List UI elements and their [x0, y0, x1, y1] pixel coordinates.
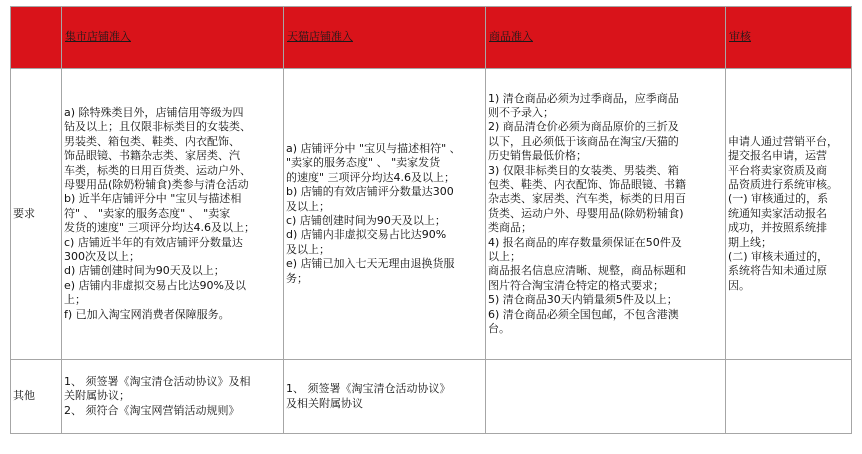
text-line: 上； [64, 293, 86, 307]
requirements-label: 要求 [11, 69, 62, 360]
other-market-shop [62, 360, 284, 434]
text-line: 杂志类、家居类、汽车类，标类的日用百 [488, 192, 686, 206]
text-line: e) 店铺内非虚拟交易占比达90%及以 [64, 278, 247, 292]
header-tmall-shop: 天猫店铺准入 [284, 7, 486, 69]
text-line: 包类、鞋类、内衣配饰、饰品眼镜、书籍 [488, 177, 686, 191]
text-line: 300次及以上； [64, 250, 140, 264]
text-line: 及相关附属协议 [286, 396, 363, 410]
text-line: d) 店铺创建时间为90天及以上； [64, 264, 225, 278]
text-line: f) 已加入淘宝网消费者保障服务。 [64, 307, 230, 321]
text-line: 货类、运动户外、母婴用品(除奶粉辅食) [488, 206, 684, 220]
text-line: 发货的速度" 三项评分均达4.6及以上； [64, 221, 256, 235]
text-line: 提交报名申请，运营 [728, 149, 827, 163]
text-line: 因。 [728, 278, 750, 292]
requirements-product [486, 69, 726, 360]
text-line: 期上线； [728, 235, 772, 249]
text-line: 及以上； [286, 242, 330, 256]
text-line: 饰品眼镜、书籍杂志类、家居类、汽 [64, 149, 240, 163]
requirements-row [11, 69, 852, 360]
text-line: 6) 清仓商品必须全国包邮，不包含港澳 [488, 307, 679, 321]
text-line: 2、 须符合《淘宝网营销活动规则》 [64, 403, 240, 417]
text-line: "卖家的服务态度" 、 "卖家发货 [286, 156, 441, 170]
header-product: 商品准入 [486, 7, 726, 69]
text-line: 成功，并按照系统排 [728, 221, 827, 235]
text-line: b) 店铺的有效店铺评分数量达300 [286, 185, 454, 199]
text-line: 平台将卖家资质及商 [728, 163, 827, 177]
header-row [11, 7, 852, 69]
text-line: 历史销售最低价格； [488, 149, 587, 163]
text-line: 类商品； [488, 221, 532, 235]
text-line: (一) 审核通过的，系 [728, 192, 829, 206]
text-line: 钻及以上；且仅限非标类目的女装类、 [64, 120, 251, 134]
text-line: b) 近半年店铺评分中 "宝贝与描述相 [64, 192, 242, 206]
text-line: 系统将告知未通过原 [728, 264, 827, 278]
other-review [726, 360, 852, 434]
text-line: 1) 清仓商品必须为过季商品，应季商品 [488, 91, 679, 105]
text-line: 以上； [488, 250, 521, 264]
text-line: c) 店铺创建时间为90天及以上； [286, 214, 446, 227]
text-line: 申请人通过营销平台， [728, 134, 838, 148]
text-line: 商品报名信息应清晰、规整，商品标题和 [488, 264, 686, 278]
text-line: (二) 审核未通过的， [728, 250, 829, 264]
text-line: 符" 、 "卖家的服务态度" 、 "卖家 [64, 206, 231, 220]
text-line: 车类，标类的日用百货类、运动户外、 [64, 163, 251, 177]
text-line: 母婴用品(除奶粉辅食)类参与清仓活动 [64, 177, 249, 191]
other-label: 其他 [11, 360, 62, 434]
text-line: a) 除特殊类目外，店铺信用等级为四 [64, 105, 244, 119]
text-line: 1、 须签署《淘宝清仓活动协议》及相 [64, 374, 251, 388]
requirements-tmall-shop [284, 69, 486, 360]
header-corner [11, 7, 62, 69]
text-line: 3) 仅限非标类目的女装类、男装类、箱 [488, 163, 679, 177]
header-review: 审核 [726, 7, 852, 69]
text-line: 以下，且必须低于该商品在淘宝/天猫的 [488, 134, 679, 148]
text-line: 统通知卖家活动报名 [728, 206, 827, 220]
text-line: 男装类、箱包类、鞋类、内衣配饰、 [64, 134, 240, 148]
text-line: e) 店铺已加入七天无理由退换货服 [286, 257, 455, 271]
text-line: 1、 须签署《淘宝清仓活动协议》 [286, 382, 451, 396]
header-market-shop: 集市店铺准入 [62, 7, 284, 69]
text-line: 图片符合淘宝清仓特定的格式要求； [488, 278, 664, 292]
requirements-market-shop [62, 69, 284, 360]
text-line: a) 店铺评分中 "宝贝与描述相符" 、 [286, 141, 461, 155]
text-line: 及以上； [286, 199, 330, 213]
text-line: 2) 商品清仓价必须为商品原价的三折及 [488, 120, 679, 134]
text-line: 则不予录入； [488, 105, 554, 119]
other-product [486, 360, 726, 434]
text-line: 关附属协议； [64, 389, 130, 403]
text-line: 台。 [488, 322, 510, 336]
text-line: c) 店铺近半年的有效店铺评分数量达 [64, 235, 243, 249]
other-tmall-shop [284, 360, 486, 434]
text-line: 务； [286, 271, 308, 285]
text-line: d) 店铺内非虚拟交易占比达90% [286, 228, 447, 242]
rules-table [10, 6, 852, 434]
text-line: 品资质进行系统审核。 [728, 177, 838, 191]
text-line: 的速度" 三项评分均达4.6及以上； [286, 170, 456, 184]
text-line: 5) 清仓商品30天内销量须5件及以上； [488, 293, 678, 307]
other-row [11, 360, 852, 434]
text-line: 4) 报名商品的库存数量须保证在50件及 [488, 235, 682, 249]
requirements-review [726, 69, 852, 360]
